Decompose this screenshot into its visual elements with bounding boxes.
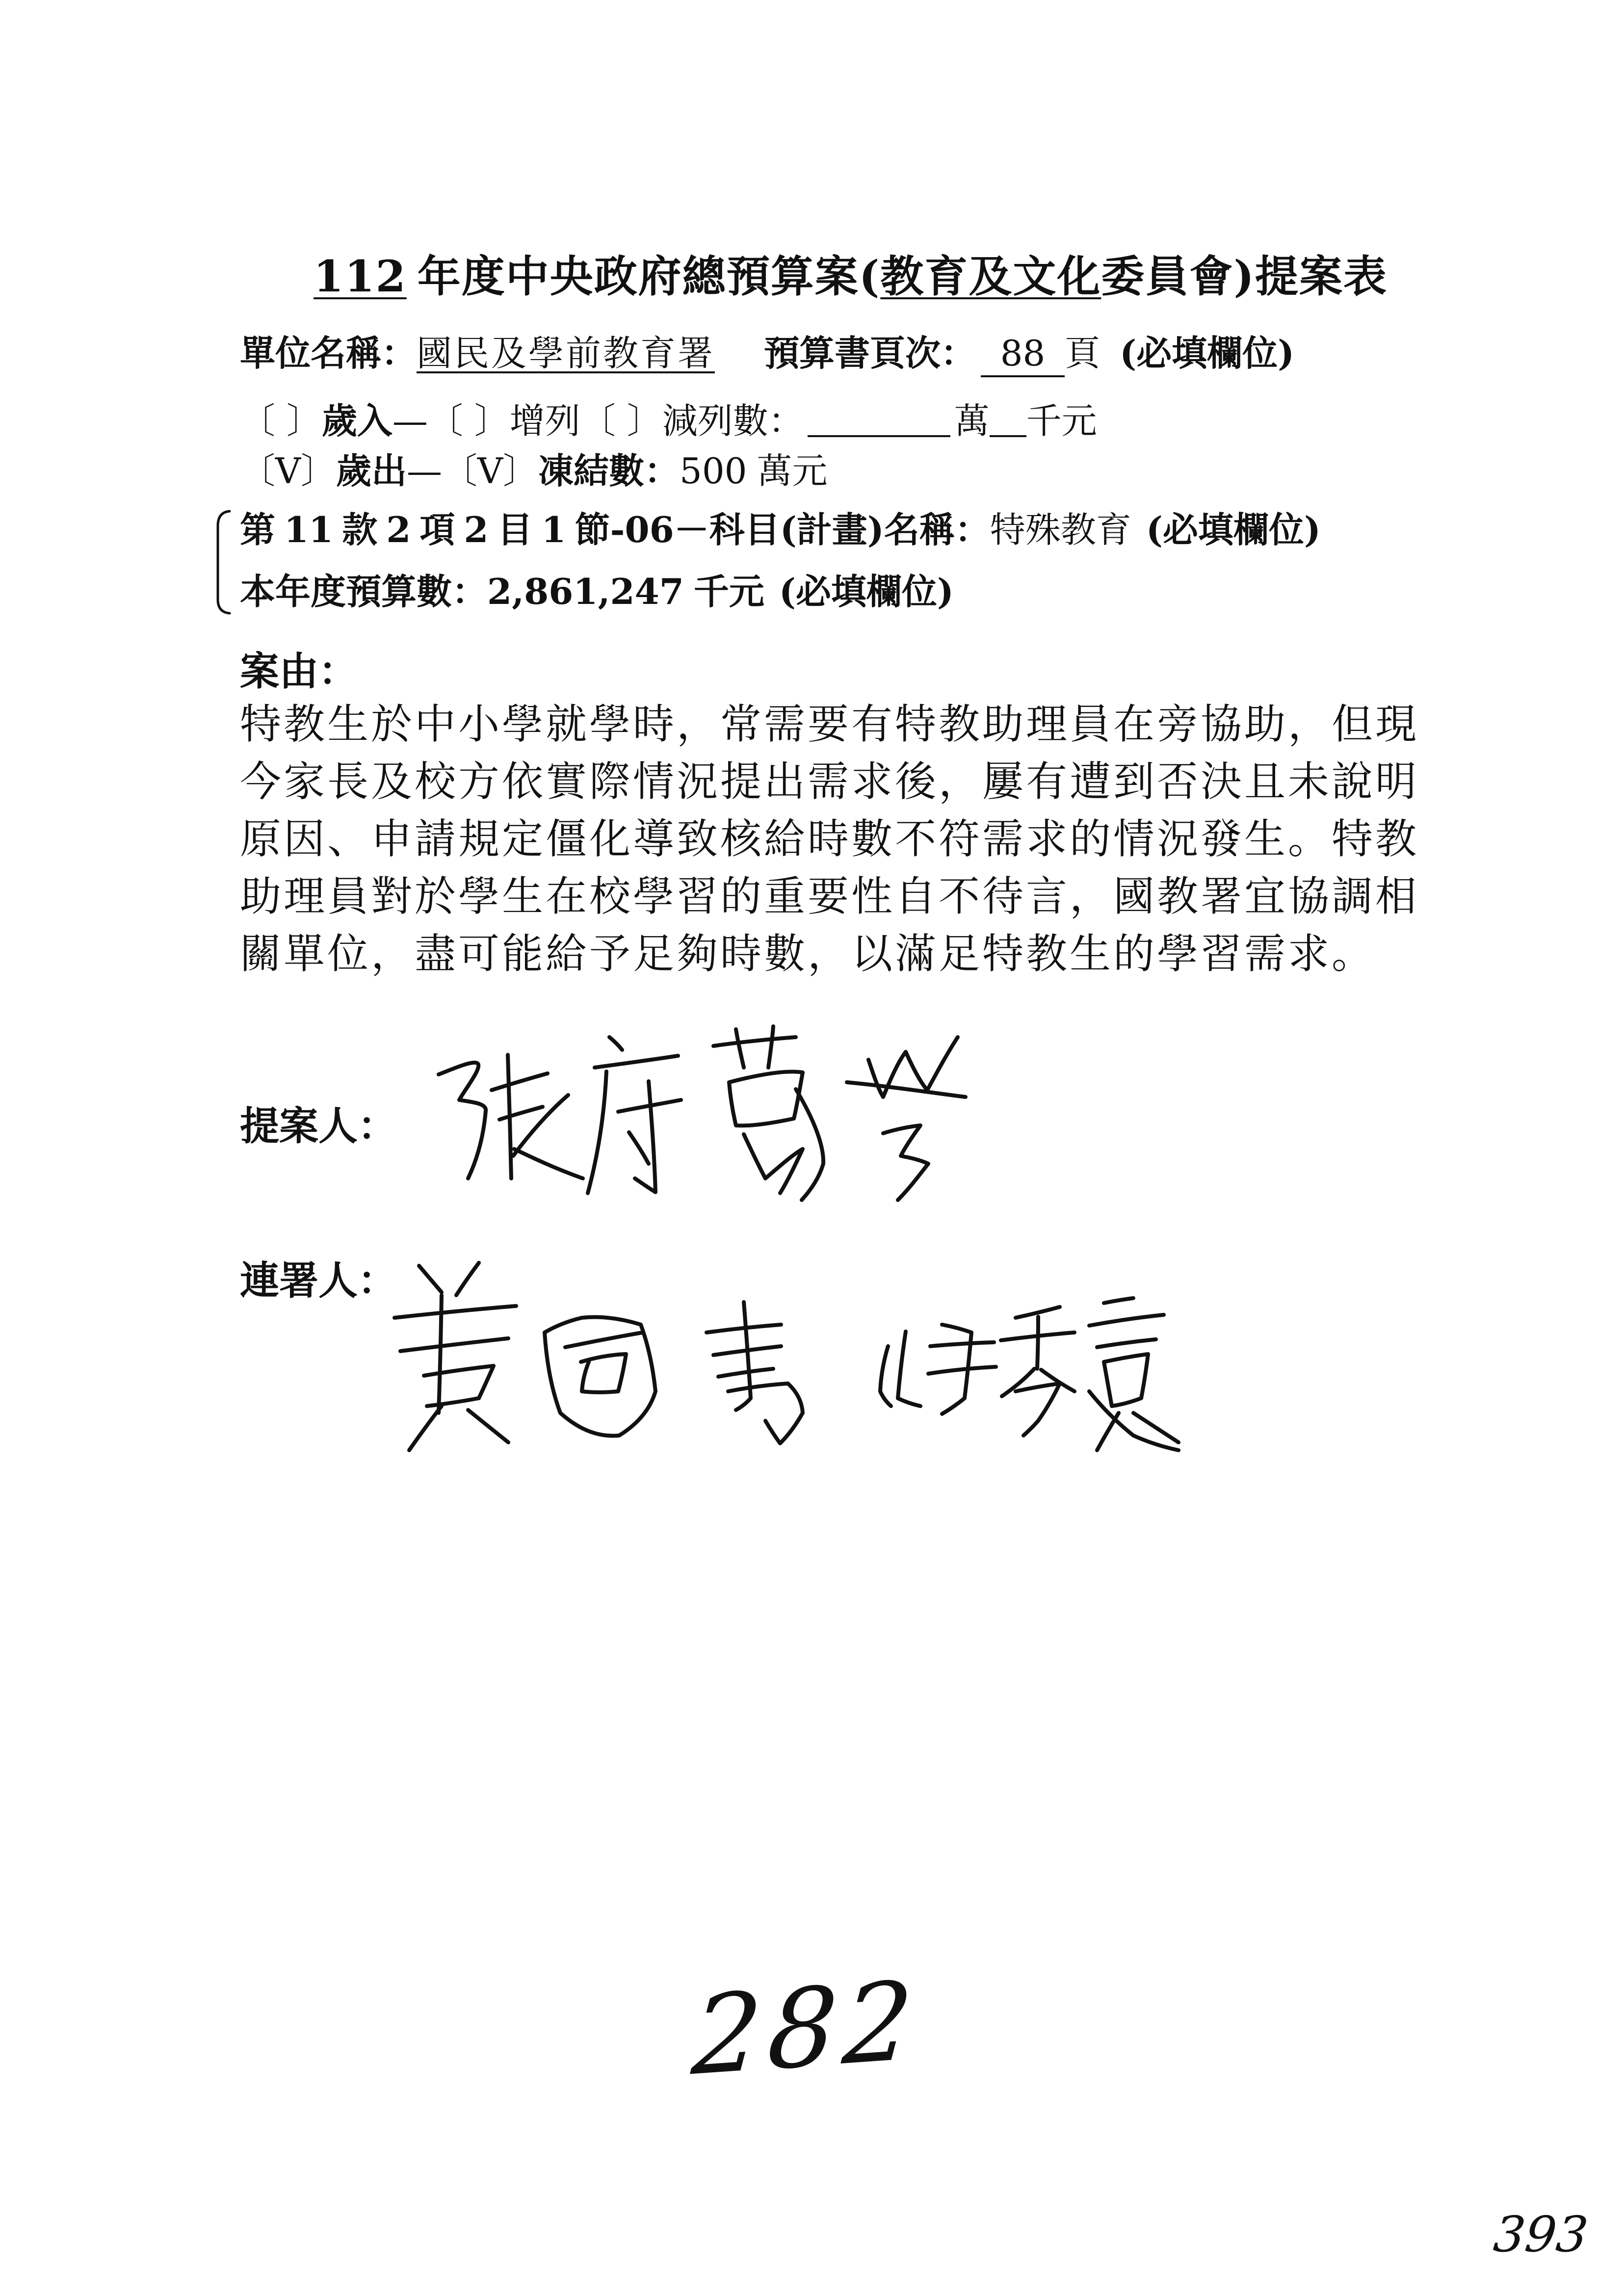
title-text-before: 年度中央政府總預算案(: [417, 251, 881, 302]
freeze-checkbox: 〔V〕: [442, 450, 539, 492]
program-required-note: (必填欄位): [1146, 509, 1321, 550]
wan-unit: 萬: [954, 400, 990, 442]
freeze-unit: 萬元: [757, 450, 828, 492]
decrease-checkbox: 〔 〕: [580, 400, 662, 442]
title-committee: 教育及文化: [880, 251, 1101, 302]
title-text-after: 委員會)提案表: [1101, 251, 1388, 302]
program-jie: 1: [541, 509, 566, 550]
page-label: 預算書頁次：: [764, 332, 976, 374]
program-name-label: －科目(計畫)名稱：: [674, 509, 990, 550]
program-prefix: 第: [240, 509, 276, 550]
expenditure-row: [240, 450, 827, 492]
expenditure-checkbox: 〔V〕: [240, 450, 336, 492]
program-mu-label: 目: [497, 509, 533, 550]
qian-unit: 千元: [1026, 400, 1097, 442]
reason-line: 今家長及校方依實際情況提出需求後，屢有遭到否決且未說明: [240, 757, 1419, 806]
amount-wan-blank: [808, 430, 950, 437]
budget-required-note: (必填欄位): [779, 571, 954, 612]
page-unit: 頁: [1065, 333, 1100, 374]
program-row: [240, 509, 1321, 551]
expenditure-dash: —: [407, 450, 443, 492]
decrease-label: 減列數：: [662, 400, 804, 442]
reason-line: 關單位，盡可能給予足夠時數，以滿足特教生的學習需求。: [240, 930, 1376, 978]
page-number: 88: [981, 332, 1065, 377]
handwritten-center-number: 282: [688, 1957, 924, 2100]
unit-row: [240, 332, 1294, 377]
budget-label: 本年度預算數：: [240, 571, 488, 612]
program-name: 特殊教育: [990, 509, 1131, 550]
expenditure-label: 歲出: [336, 450, 407, 492]
revenue-row: [240, 400, 1097, 442]
proposer-label: 提案人：: [240, 1103, 397, 1149]
increase-label: 增列: [509, 400, 580, 442]
program-code-separator: -: [610, 509, 625, 550]
budget-row: [240, 571, 954, 613]
revenue-dash: —: [392, 400, 428, 442]
required-note: (必填欄位): [1120, 332, 1295, 374]
program-xiang: 2: [386, 509, 411, 550]
freeze-label: 凍結數：: [538, 450, 680, 492]
budget-amount: 2,861,247: [487, 571, 684, 612]
revenue-label: 歲入: [321, 400, 393, 442]
reason-line: 特教生於中小學就學時，常需要有特教助理員在旁協助，但現: [240, 700, 1419, 748]
increase-checkbox: 〔 〕: [427, 400, 510, 442]
cosigner-signature-2: [873, 1295, 1197, 1462]
program-code: 06: [625, 509, 674, 550]
program-kuan-label: 款: [342, 509, 378, 550]
budget-unit: 千元: [693, 571, 764, 612]
cosigner-signature-1: [383, 1246, 824, 1462]
proposer-signature: [427, 1020, 991, 1236]
program-xiang-label: 項: [419, 509, 455, 550]
revenue-checkbox: 〔 〕: [240, 400, 322, 442]
freeze-amount: 500: [680, 450, 747, 492]
cosigners-label: 連署人：: [240, 1257, 397, 1304]
handwritten-corner-number: 393: [1491, 2206, 1591, 2263]
unit-name: 國民及學前教育署: [417, 333, 715, 374]
reason-line: 助理員對於學生在校學習的重要性自不待言，國教署宜協調相: [240, 872, 1419, 920]
unit-label: 單位名稱：: [240, 332, 417, 374]
row-group-bracket: [211, 506, 236, 619]
form-title: [314, 251, 1388, 303]
program-jie-label: 節: [575, 509, 610, 550]
reason-label: 案由：: [240, 648, 358, 694]
program-mu: 2: [464, 509, 489, 550]
title-year: 112: [314, 251, 407, 302]
amount-qian-blank: [990, 430, 1026, 437]
reason-line: 原因、申請規定僵化導致核給時數不符需求的情況發生。特教: [240, 815, 1419, 863]
program-kuan: 11: [284, 509, 334, 550]
